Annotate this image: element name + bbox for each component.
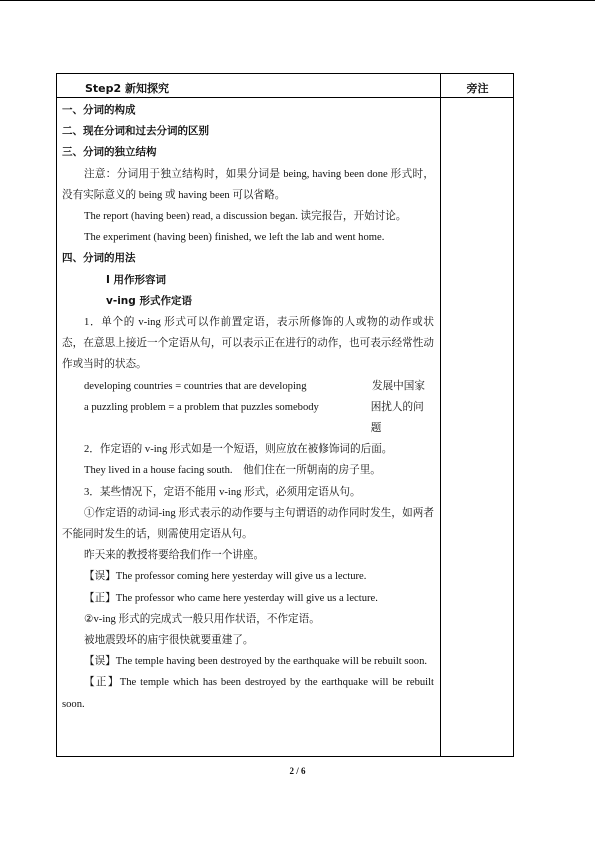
- example-translation: 被地震毁坏的庙宇很快就要重建了。: [84, 635, 254, 647]
- example-english: a puzzling problem = a problem that puzzles somebody: [84, 401, 319, 413]
- example-english: developing countries = countries that are developing: [84, 380, 307, 392]
- subsection-heading: v-ing 形式作定语: [106, 294, 192, 307]
- paragraph: 1．单个的 v-ing 形式可以作前置定语，表示所修饰的人或物的动作或状态，在意思上接近一个定语从句，可以表示正在进行的动作，也可表示经常性动作或当时的状态。: [62, 317, 434, 371]
- page-number: 2 / 6: [289, 766, 306, 776]
- paragraph: ②v-ing 形式的完成式一般只用作状语，不作定语。: [84, 613, 320, 625]
- top-rule: [0, 0, 595, 1]
- example-chinese: 困扰人的问题: [370, 401, 424, 435]
- paragraph: 注意：分词用于独立结构时，如果分词是 being, having been done 形式时，没有实际意义的 being 或 having been 可以省略。: [62, 168, 434, 201]
- example-row: [62, 376, 434, 397]
- wrong-example: 【误】The temple having been destroyed by the earthquake will be rebuilt soon.: [84, 656, 428, 668]
- subsection-heading: I 用作形容词: [106, 273, 167, 286]
- example-row: [62, 397, 434, 439]
- lesson-table: [56, 73, 514, 757]
- wrong-example: 【误】The professor coming here yesterday will give us a lecture.: [84, 571, 367, 583]
- example-sentence: The experiment (having been) finished, we left the lab and went home.: [84, 232, 385, 244]
- section-heading: 一、分词的构成: [62, 104, 136, 116]
- example-sentence: The report (having been) read, a discussion began. 读完报告，开始讨论。: [84, 211, 407, 223]
- paragraph: 2．作定语的 v-ing 形式如是一个短语，则应放在被修饰词的后面。: [84, 444, 393, 456]
- section-heading: 四、分词的用法: [62, 252, 136, 265]
- section-heading: 三、分词的独立结构: [62, 146, 157, 159]
- column-divider: [440, 74, 441, 756]
- step-title: Step2 新知探究: [85, 82, 169, 95]
- header-divider: [57, 97, 513, 98]
- example-translation: 昨天来的教授将要给我们作一个讲座。: [84, 550, 265, 562]
- correct-example: 【正】The professor who came here yesterday will give us a lecture.: [84, 592, 378, 604]
- notes-column-title: 旁注: [466, 82, 489, 95]
- paragraph: 3．某些情况下，定语不能用 v-ing 形式，必须用定语从句。: [84, 486, 361, 498]
- lesson-content: [62, 100, 434, 715]
- paragraph: ①作定语的动词-ing 形式表示的动作要与主句谓语的动作同时发生，如两者不能同时发生的话，则需使用定语从句。: [62, 507, 434, 541]
- example-chinese: 发展中国家: [372, 380, 425, 392]
- example-sentence: They lived in a house facing south. 他们住在一所朝南的房子里。: [84, 465, 381, 477]
- correct-example: 【正】The temple which has been destroyed by the earthquake will be rebuilt soon.: [62, 677, 434, 710]
- section-heading: 二、现在分词和过去分词的区别: [62, 125, 209, 138]
